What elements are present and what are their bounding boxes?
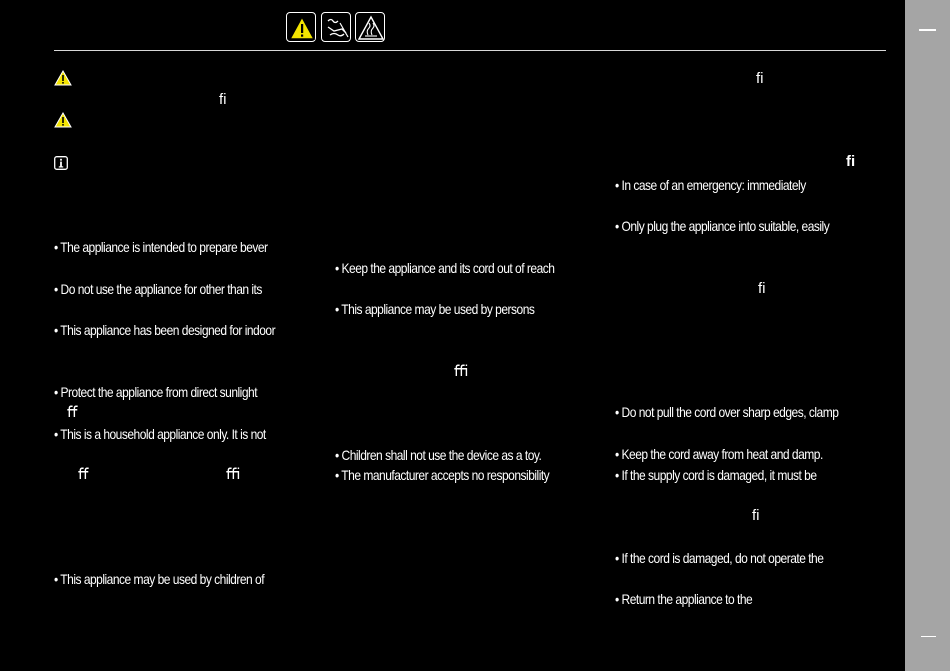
list-item: • Children shall not use the device as a toy.	[335, 447, 542, 463]
list-item: • In case of an emergency: immediately	[615, 177, 806, 193]
list-item: • Keep the appliance and its cord out of reach	[335, 260, 555, 276]
text-fragment: ﬁ	[219, 91, 227, 108]
text-fragment: ﬁ	[758, 280, 766, 297]
list-item: • If the supply cord is damaged, it must be	[615, 467, 817, 483]
list-item: • This is a household appliance only. It is not	[54, 426, 266, 442]
hot-surface-icon	[321, 12, 351, 42]
text-fragment: ﬀ	[67, 404, 78, 421]
list-item: • Protect the appliance from direct sunlight	[54, 384, 258, 400]
text-fragment: ﬁ	[756, 70, 764, 87]
list-item: • This appliance may be used by persons	[335, 301, 535, 317]
text-fragment: ﬀ	[78, 466, 89, 483]
header-rule	[54, 50, 886, 51]
warning-icon	[286, 12, 316, 42]
list-item: • The manufacturer accepts no responsibility	[335, 467, 550, 483]
text-fragment: ﬁ	[846, 153, 856, 170]
edge-marker	[919, 29, 936, 31]
info-icon	[54, 156, 68, 170]
list-item: • Only plug the appliance into suitable, easily	[615, 218, 830, 234]
page-edge-tab	[905, 0, 950, 671]
list-item: • The appliance is intended to prepare bever	[54, 239, 268, 255]
text-fragment: ﬃ	[454, 363, 469, 380]
list-item: • Do not use the appliance for other than its	[54, 281, 262, 297]
list-item: • Return the appliance to the	[615, 591, 753, 607]
steam-icon	[355, 12, 385, 42]
list-item: • If the cord is damaged, do not operate the	[615, 550, 824, 566]
warning-icon	[54, 70, 72, 86]
list-item: • This appliance has been designed for indoor	[54, 322, 276, 338]
list-item: • Keep the cord away from heat and damp.	[615, 446, 823, 462]
text-fragment: ﬁ	[752, 507, 760, 524]
edge-marker	[921, 636, 936, 637]
warning-icon	[54, 112, 72, 128]
list-item: • This appliance may be used by children of	[54, 571, 265, 587]
list-item: • Do not pull the cord over sharp edges, clamp	[615, 404, 839, 420]
text-fragment: ﬃ	[226, 466, 241, 483]
